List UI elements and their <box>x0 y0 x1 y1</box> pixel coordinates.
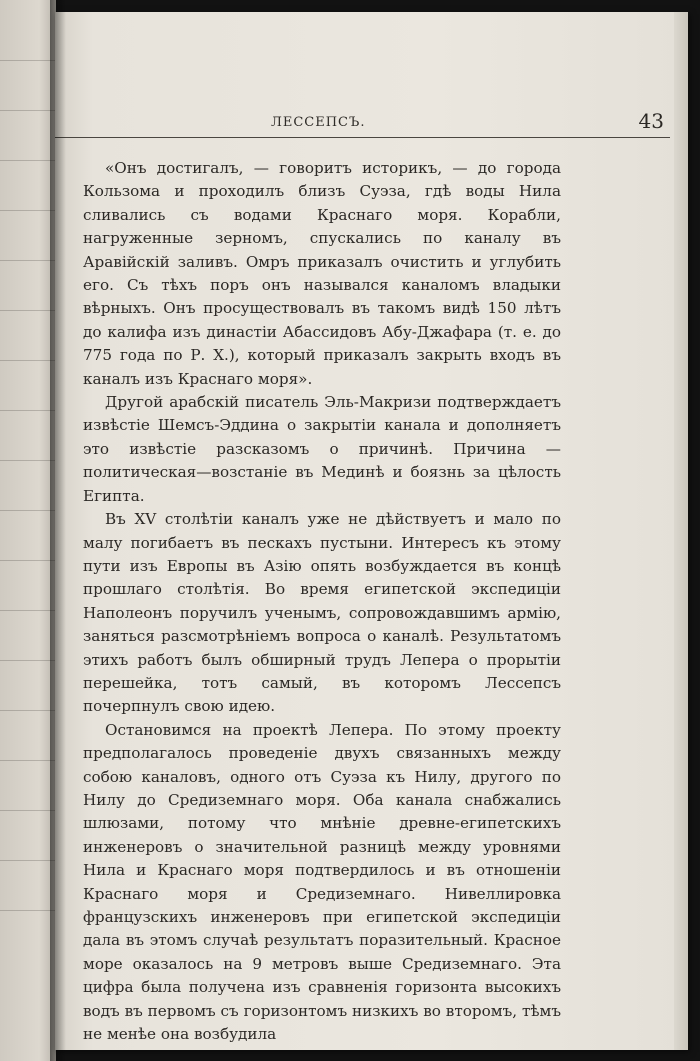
page-body <box>83 157 561 1046</box>
facing-page-edge <box>0 0 56 1061</box>
paragraph-4: Остановимся на проектѣ Лепера. По этому проекту предполагалось проведеніе двухъ связанныхъ между собою каналовъ, одного отъ Суэза къ Нилу, другого по Нилу до Средиземнаго моря. Оба канала снабжались шлюзами, потому что мнѣніе древне-египетскихъ инженеровъ о значительной разницѣ между уровнями Нила и Краснаго моря подтвердилось и въ отношеніи Краснаго моря и Средиземнаго. Нивеллировка французскихъ инженеровъ при египетской экспедиціи дала въ этомъ случаѣ результатъ поразительный. Красное море оказалось на 9 метровъ выше Средиземнаго. Эта цифра была получена изъ сравненія горизонта высокихъ водъ въ первомъ съ горизонтомъ низкихъ во второмъ, тѣмъ не менѣе она возбудила <box>83 720 561 1044</box>
book-page <box>55 12 688 1050</box>
gutter-shadow <box>50 0 66 1061</box>
page-edge <box>674 12 688 1050</box>
page-number: 43 <box>638 109 664 133</box>
paragraph-1: «Онъ достигалъ, — говоритъ историкъ, — до города Кользома и проходилъ близъ Суэза, гдѣ воды Нила сливались съ водами Краснаго моря. Корабли, нагруженные зерномъ, спускались по каналу въ Аравійскій заливъ. Омръ приказалъ очистить и углубить его. Съ тѣхъ поръ онъ назывался каналомъ владыки вѣрныхъ. Онъ просуществовалъ въ такомъ видѣ 150 лѣтъ до калифа изъ династіи Абассидовъ Абу-Джафара (т. е. до 775 года по Р. Х.), который приказалъ закрыть входъ въ каналъ изъ Краснаго моря». <box>83 159 561 388</box>
running-head: ЛЕССЕПСЪ. <box>271 115 366 130</box>
paragraph-3: Въ XV столѣтіи каналъ уже не дѣйствуетъ и мало по малу погибаетъ въ пескахъ пустыни. Интересъ къ этому пути изъ Европы въ Азію опять возбуждается въ концѣ прошлаго столѣтія. Во время египетской экспедиціи Наполеонъ поручилъ ученымъ, сопровождавшимъ армію, заняться разсмотрѣніемъ вопроса о каналѣ. Результатомъ этихъ работъ былъ обширный трудъ Лепера о прорытіи перешейка, тотъ самый, въ которомъ Лессепсъ почерпнулъ свою идею. <box>83 510 561 716</box>
paragraph-2: Другой арабскій писатель Эль-Макризи подтверждаетъ извѣстіе Шемсъ-Эддина о закрытіи канала и дополняетъ это извѣстіе разсказомъ о причинѣ. Причина — политическая—возстаніе въ Мединѣ и боязнь за цѣлость Египта. <box>83 393 561 505</box>
page-header <box>55 107 670 138</box>
